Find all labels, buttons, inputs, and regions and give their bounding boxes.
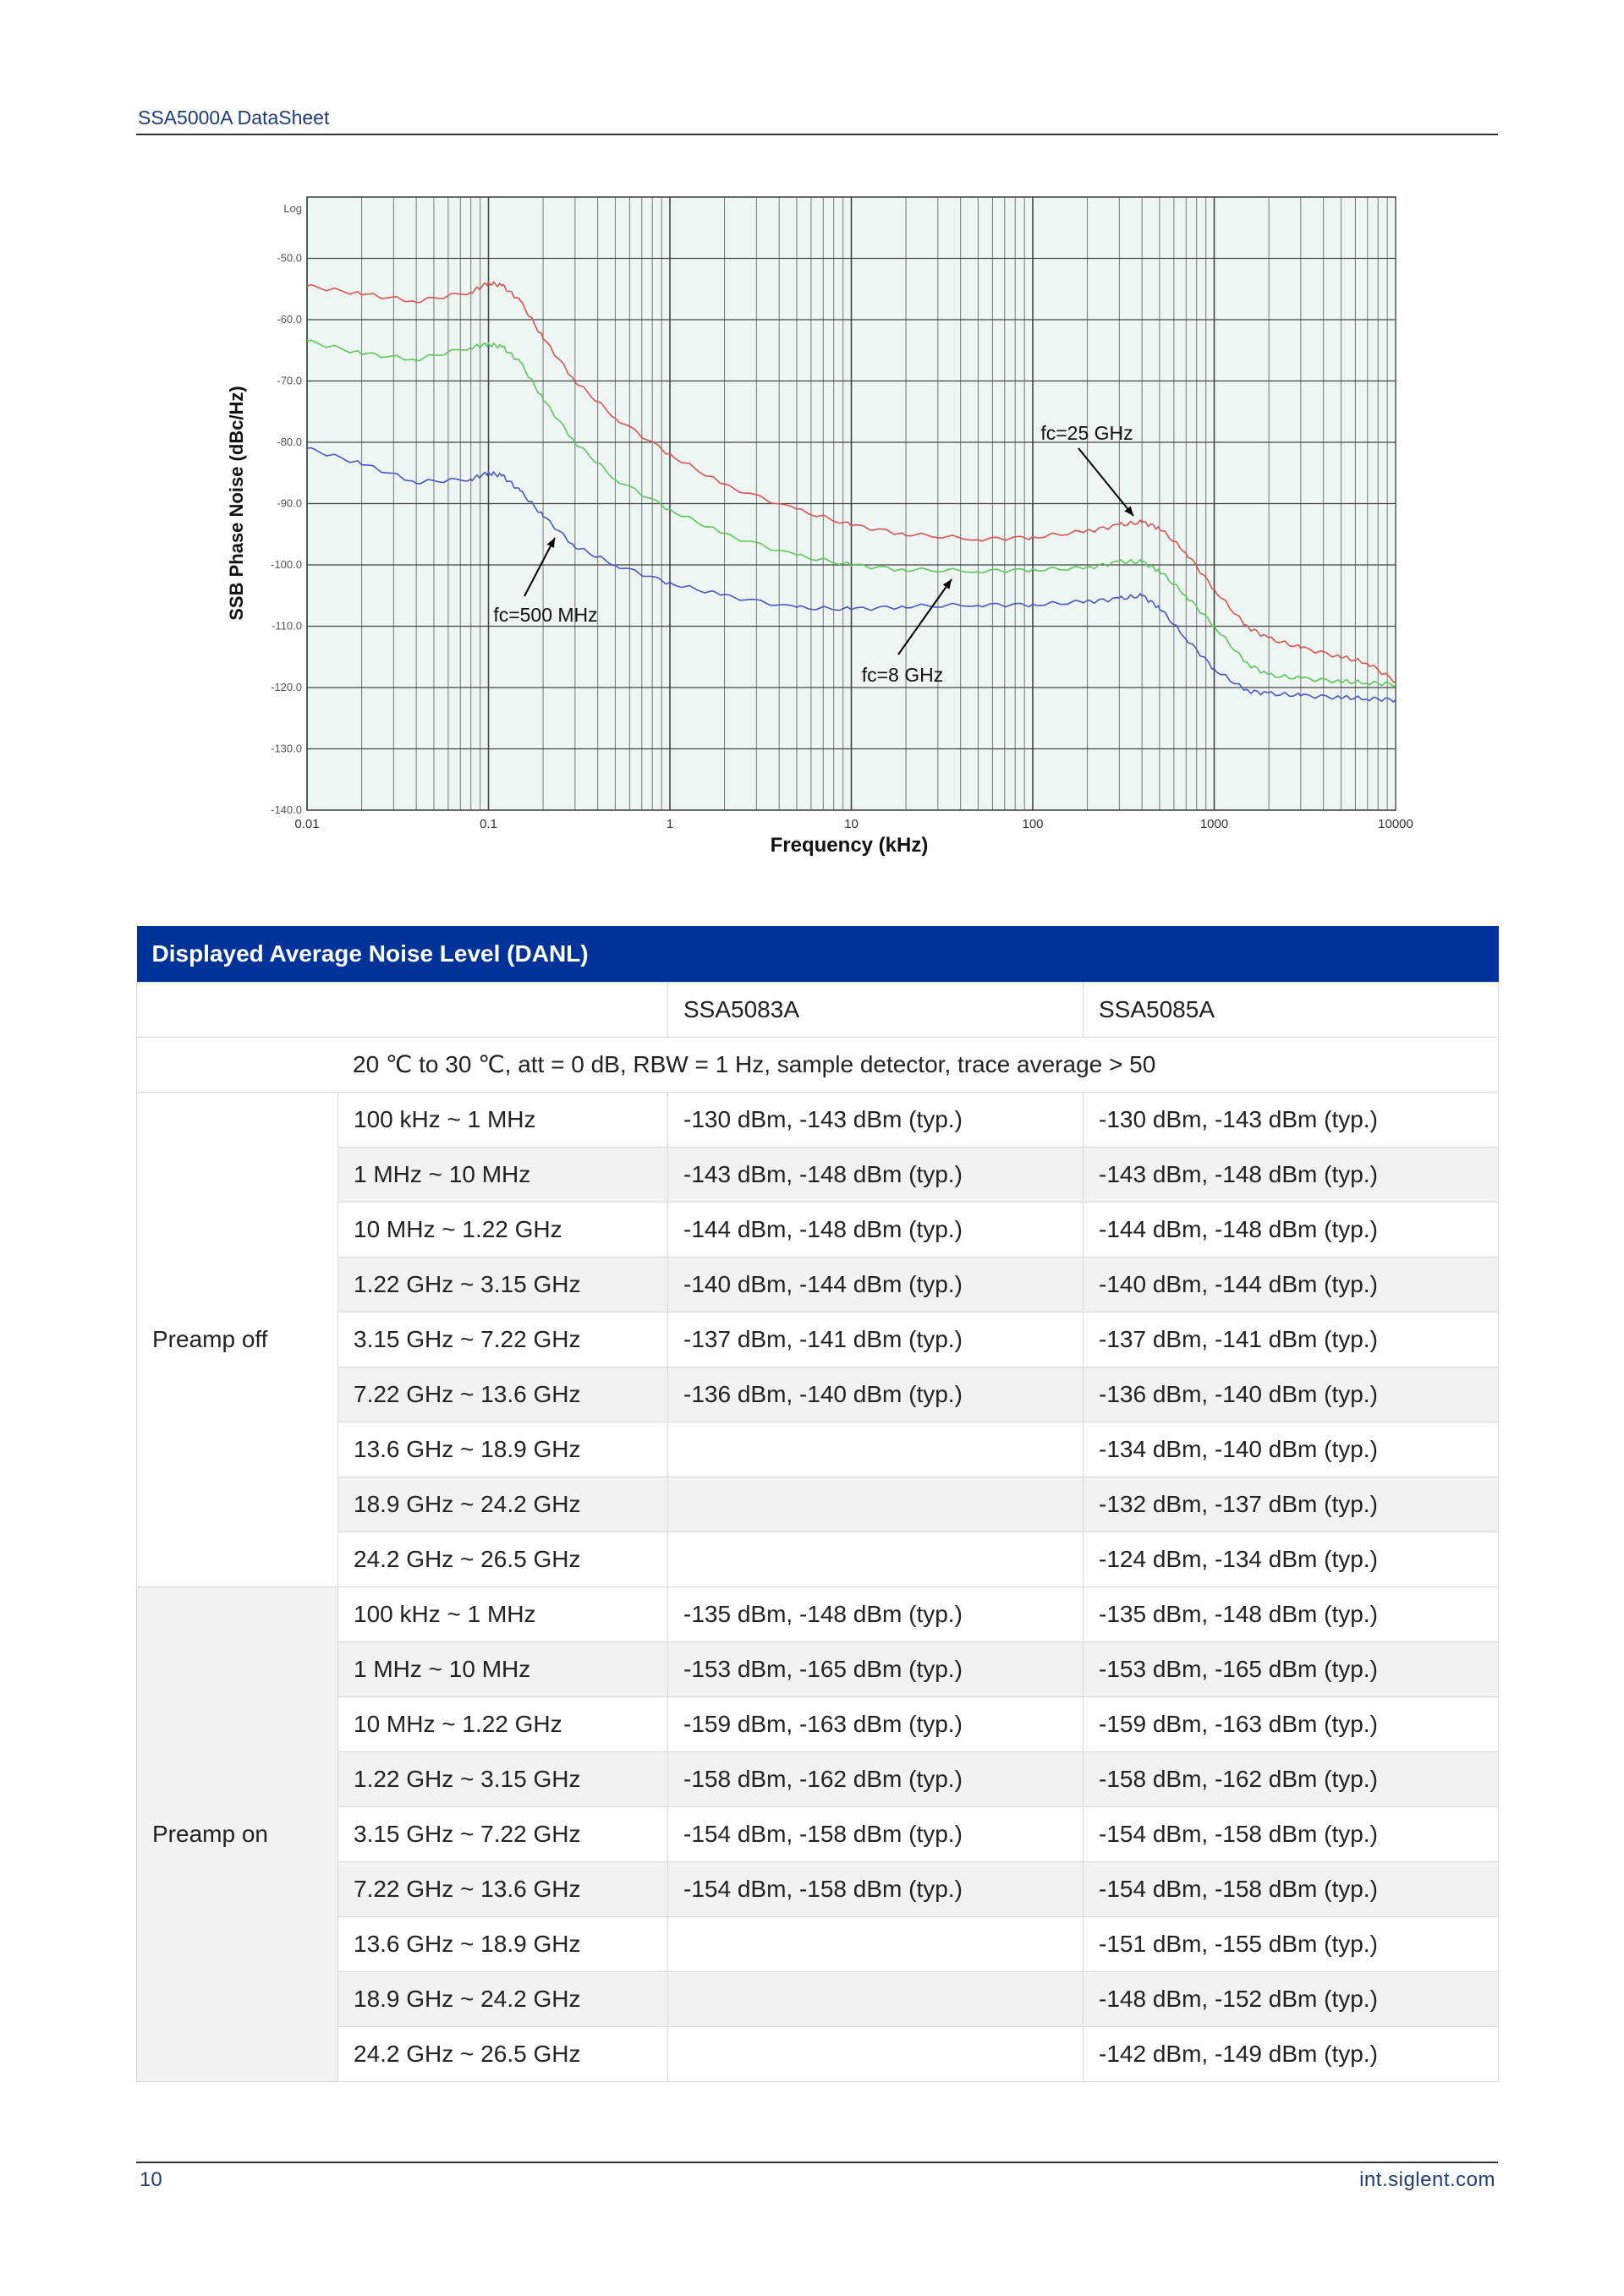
- x-tick-label: 1000: [1199, 817, 1229, 831]
- ssa5083a-value: -143 dBm, -148 dBm (typ.): [668, 1147, 1084, 1202]
- ssa5085a-value: -148 dBm, -152 dBm (typ.): [1084, 1971, 1499, 2026]
- ssa5083a-value: -158 dBm, -162 dBm (typ.): [668, 1751, 1084, 1806]
- ssa5085a-value: -143 dBm, -148 dBm (typ.): [1084, 1147, 1499, 1202]
- annotation-label: fc=25 GHz: [1040, 422, 1133, 444]
- ssa5085a-value: -134 dBm, -140 dBm (typ.): [1084, 1422, 1499, 1477]
- ssa5085a-value: -137 dBm, -141 dBm (typ.): [1084, 1312, 1499, 1367]
- table-row: [137, 1092, 1499, 1147]
- y-tick-label: -110.0: [272, 619, 302, 633]
- x-tick-labels: [294, 817, 1413, 831]
- y-tick-labels: [271, 252, 302, 817]
- ssa5083a-value: -154 dBm, -158 dBm (typ.): [668, 1806, 1084, 1861]
- ssa5083a-value: [668, 1971, 1084, 2026]
- frequency-range: 24.2 GHz ~ 26.5 GHz: [338, 1532, 668, 1586]
- y-tick-label: -70.0: [277, 374, 302, 387]
- frequency-range: 24.2 GHz ~ 26.5 GHz: [338, 2026, 668, 2081]
- table-row: [137, 1806, 1499, 1861]
- condition-text: 20 ℃ to 30 ℃, att = 0 dB, RBW = 1 Hz, sample detector, trace average > 50: [137, 1037, 1499, 1092]
- ssa5085a-value: -158 dBm, -162 dBm (typ.): [1084, 1751, 1499, 1806]
- table-header-row: [137, 982, 1499, 1037]
- table-row: [137, 1641, 1499, 1696]
- ssa5083a-value: -136 dBm, -140 dBm (typ.): [668, 1367, 1084, 1422]
- ssa5085a-value: -154 dBm, -158 dBm (typ.): [1084, 1806, 1499, 1861]
- ssa5085a-value: -124 dBm, -134 dBm (typ.): [1084, 1532, 1499, 1586]
- ssa5083a-value: -144 dBm, -148 dBm (typ.): [668, 1202, 1084, 1257]
- column-header: [137, 982, 668, 1037]
- group-label: Preamp on: [137, 1586, 338, 2081]
- y-tick-label: -120.0: [271, 681, 302, 693]
- ssa5085a-value: -142 dBm, -149 dBm (typ.): [1084, 2026, 1499, 2081]
- y-tick-label: -100.0: [271, 558, 302, 571]
- ssa5083a-value: -140 dBm, -144 dBm (typ.): [668, 1257, 1084, 1312]
- frequency-range: 1 MHz ~ 10 MHz: [338, 1147, 668, 1202]
- table-row: [137, 1696, 1499, 1751]
- frequency-range: 100 kHz ~ 1 MHz: [338, 1586, 668, 1641]
- ssa5083a-value: [668, 1477, 1084, 1532]
- frequency-range: 13.6 GHz ~ 18.9 GHz: [338, 1916, 668, 1971]
- site-url: int.siglent.com: [1359, 2168, 1495, 2191]
- ssa5083a-value: -135 dBm, -148 dBm (typ.): [668, 1586, 1084, 1641]
- frequency-range: 3.15 GHz ~ 7.22 GHz: [338, 1806, 668, 1861]
- table-row: [137, 1257, 1499, 1312]
- y-tick-label: -60.0: [277, 313, 302, 326]
- table-row: [137, 1312, 1499, 1367]
- frequency-range: 1.22 GHz ~ 3.15 GHz: [338, 1257, 668, 1312]
- ssa5083a-value: [668, 1422, 1084, 1477]
- ssa5085a-value: -140 dBm, -144 dBm (typ.): [1084, 1257, 1499, 1312]
- x-tick-label: 10000: [1378, 817, 1413, 831]
- group-label: Preamp off: [137, 1092, 338, 1586]
- ssa5083a-value: [668, 2026, 1084, 2081]
- frequency-range: 10 MHz ~ 1.22 GHz: [338, 1696, 668, 1751]
- table-row: [137, 1477, 1499, 1532]
- frequency-range: 1 MHz ~ 10 MHz: [338, 1641, 668, 1696]
- frequency-range: 7.22 GHz ~ 13.6 GHz: [338, 1861, 668, 1916]
- table-row: [137, 2026, 1499, 2081]
- y-tick-label: -80.0: [277, 436, 302, 448]
- ssa5085a-value: -159 dBm, -163 dBm (typ.): [1084, 1696, 1499, 1751]
- ssa5083a-value: -154 dBm, -158 dBm (typ.): [668, 1861, 1084, 1916]
- ssa5083a-value: -137 dBm, -141 dBm (typ.): [668, 1312, 1084, 1367]
- table-row: [137, 1147, 1499, 1202]
- ssa5083a-value: -159 dBm, -163 dBm (typ.): [668, 1696, 1084, 1751]
- table-title: Displayed Average Noise Level (DANL): [137, 926, 1499, 982]
- page-header: SSA5000A DataSheet: [138, 107, 330, 129]
- frequency-range: 100 kHz ~ 1 MHz: [338, 1092, 668, 1147]
- ssa5085a-value: -130 dBm, -143 dBm (typ.): [1084, 1092, 1499, 1147]
- footer-rule: [136, 2162, 1498, 2163]
- frequency-range: 18.9 GHz ~ 24.2 GHz: [338, 1477, 668, 1532]
- x-tick-label: 0.01: [294, 817, 320, 831]
- y-tick-label: -140.0: [271, 803, 302, 816]
- frequency-range: 10 MHz ~ 1.22 GHz: [338, 1202, 668, 1257]
- table-row: [137, 1202, 1499, 1257]
- x-axis-label: Frequency (kHz): [770, 834, 929, 857]
- frequency-range: 3.15 GHz ~ 7.22 GHz: [338, 1312, 668, 1367]
- y-tick-label: -90.0: [277, 496, 302, 510]
- x-tick-label: 1: [666, 817, 674, 831]
- ssa5083a-value: -130 dBm, -143 dBm (typ.): [668, 1092, 1084, 1147]
- column-header: SSA5083A: [668, 982, 1084, 1037]
- ssa5085a-value: -132 dBm, -137 dBm (typ.): [1084, 1477, 1499, 1532]
- frequency-range: 13.6 GHz ~ 18.9 GHz: [338, 1422, 668, 1477]
- page-number: 10: [140, 2168, 162, 2191]
- y-tick-label: -130.0: [271, 742, 302, 755]
- phase-noise-chart: [0, 0, 1624, 879]
- table-row: [137, 1532, 1499, 1586]
- x-tick-label: 10: [844, 817, 859, 831]
- x-tick-label: 100: [1022, 817, 1044, 831]
- ssa5085a-value: -144 dBm, -148 dBm (typ.): [1084, 1202, 1499, 1257]
- table-row: [137, 1751, 1499, 1806]
- ssa5085a-value: -151 dBm, -155 dBm (typ.): [1084, 1916, 1499, 1971]
- ssa5083a-value: [668, 1532, 1084, 1586]
- table-row: [137, 1916, 1499, 1971]
- annotation-label: fc=500 MHz: [493, 604, 598, 626]
- corner-label: Log: [283, 202, 302, 215]
- frequency-range: 7.22 GHz ~ 13.6 GHz: [338, 1367, 668, 1422]
- table-row: [137, 1367, 1499, 1422]
- frequency-range: 18.9 GHz ~ 24.2 GHz: [338, 1971, 668, 2026]
- table-row: [137, 1422, 1499, 1477]
- table-row: [137, 1861, 1499, 1916]
- condition-row: [137, 1037, 1499, 1092]
- danl-table: [136, 926, 1499, 2082]
- y-axis-label: SSB Phase Noise (dBc/Hz): [226, 386, 247, 621]
- annotation-label: fc=8 GHz: [861, 664, 944, 686]
- ssa5085a-value: -153 dBm, -165 dBm (typ.): [1084, 1641, 1499, 1696]
- table-row: [137, 1586, 1499, 1641]
- column-header: SSA5085A: [1084, 982, 1499, 1037]
- ssa5085a-value: -154 dBm, -158 dBm (typ.): [1084, 1861, 1499, 1916]
- ssa5085a-value: -135 dBm, -148 dBm (typ.): [1084, 1586, 1499, 1641]
- frequency-range: 1.22 GHz ~ 3.15 GHz: [338, 1751, 668, 1806]
- ssa5085a-value: -136 dBm, -140 dBm (typ.): [1084, 1367, 1499, 1422]
- table-title-row: [137, 926, 1499, 982]
- ssa5083a-value: -153 dBm, -165 dBm (typ.): [668, 1641, 1084, 1696]
- y-tick-label: -50.0: [277, 251, 302, 265]
- x-tick-label: 0.1: [480, 817, 497, 831]
- table-row: [137, 1971, 1499, 2026]
- ssa5083a-value: [668, 1916, 1084, 1971]
